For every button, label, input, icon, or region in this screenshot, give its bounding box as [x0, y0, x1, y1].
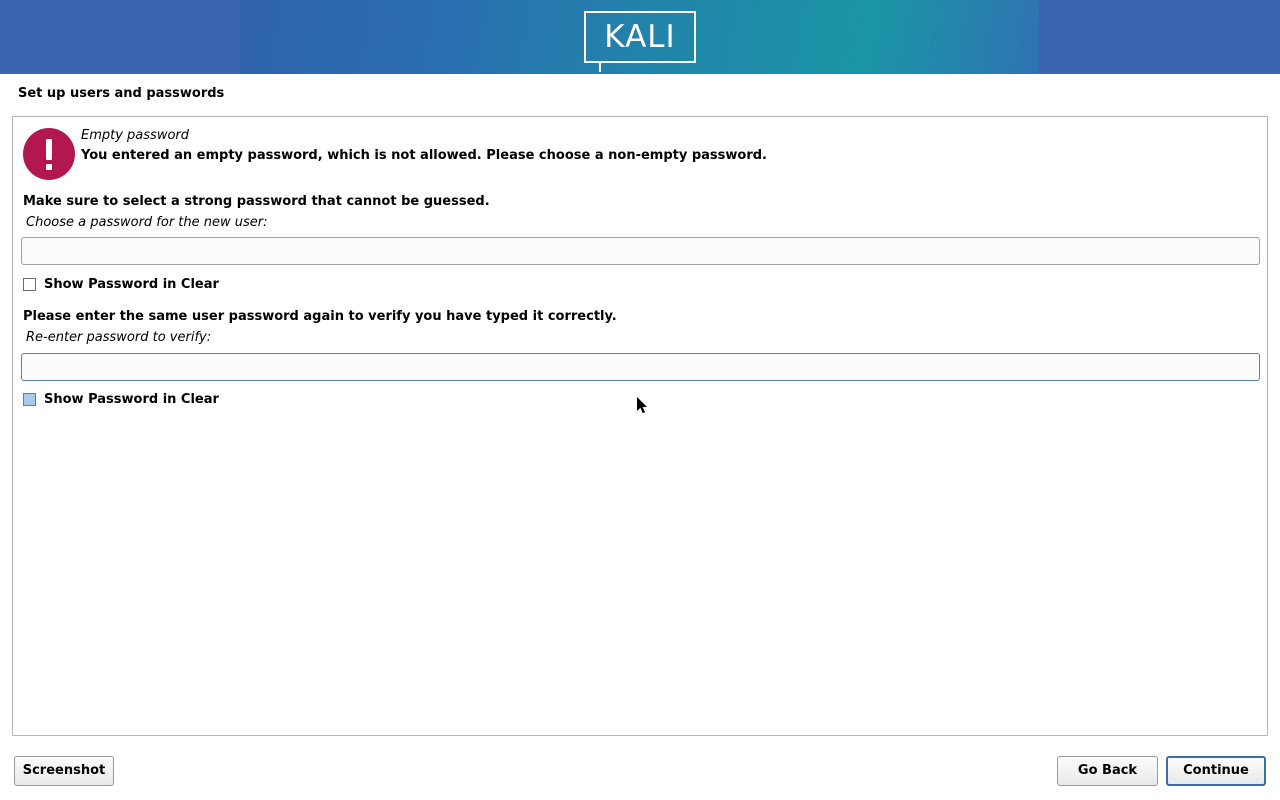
banner-right-fill	[1039, 0, 1280, 74]
verify-instruction: Please enter the same user password again to verify you have typed it correctly.	[23, 309, 617, 324]
banner-left-fill	[0, 0, 241, 74]
show-password-checkbox-1[interactable]	[23, 278, 36, 291]
verify-password-input[interactable]	[21, 353, 1260, 381]
password-advice: Make sure to select a strong password that cannot be guessed.	[23, 194, 490, 209]
kali-banner	[0, 0, 1280, 74]
go-back-button[interactable]: Go Back	[1057, 756, 1158, 786]
kali-logo: KALI	[584, 11, 696, 63]
page-title: Set up users and passwords	[18, 86, 225, 101]
installer-panel	[12, 116, 1268, 736]
error-message: You entered an empty password, which is not allowed. Please choose a non-empty password.	[81, 148, 767, 163]
show-password-label-2: Show Password in Clear	[44, 392, 219, 407]
screenshot-button[interactable]: Screenshot	[14, 756, 114, 786]
continue-button[interactable]: Continue	[1166, 756, 1266, 786]
password-field-label: Choose a password for the new user:	[26, 215, 268, 230]
verify-field-label: Re-enter password to verify:	[26, 330, 212, 345]
show-password-label-1: Show Password in Clear	[44, 277, 219, 292]
mouse-cursor-icon	[637, 397, 649, 415]
error-exclamation-icon	[23, 128, 75, 180]
password-input[interactable]	[21, 237, 1260, 265]
kali-logo-tick	[599, 61, 601, 72]
error-title: Empty password	[81, 128, 189, 143]
show-password-checkbox-2[interactable]	[23, 393, 36, 406]
